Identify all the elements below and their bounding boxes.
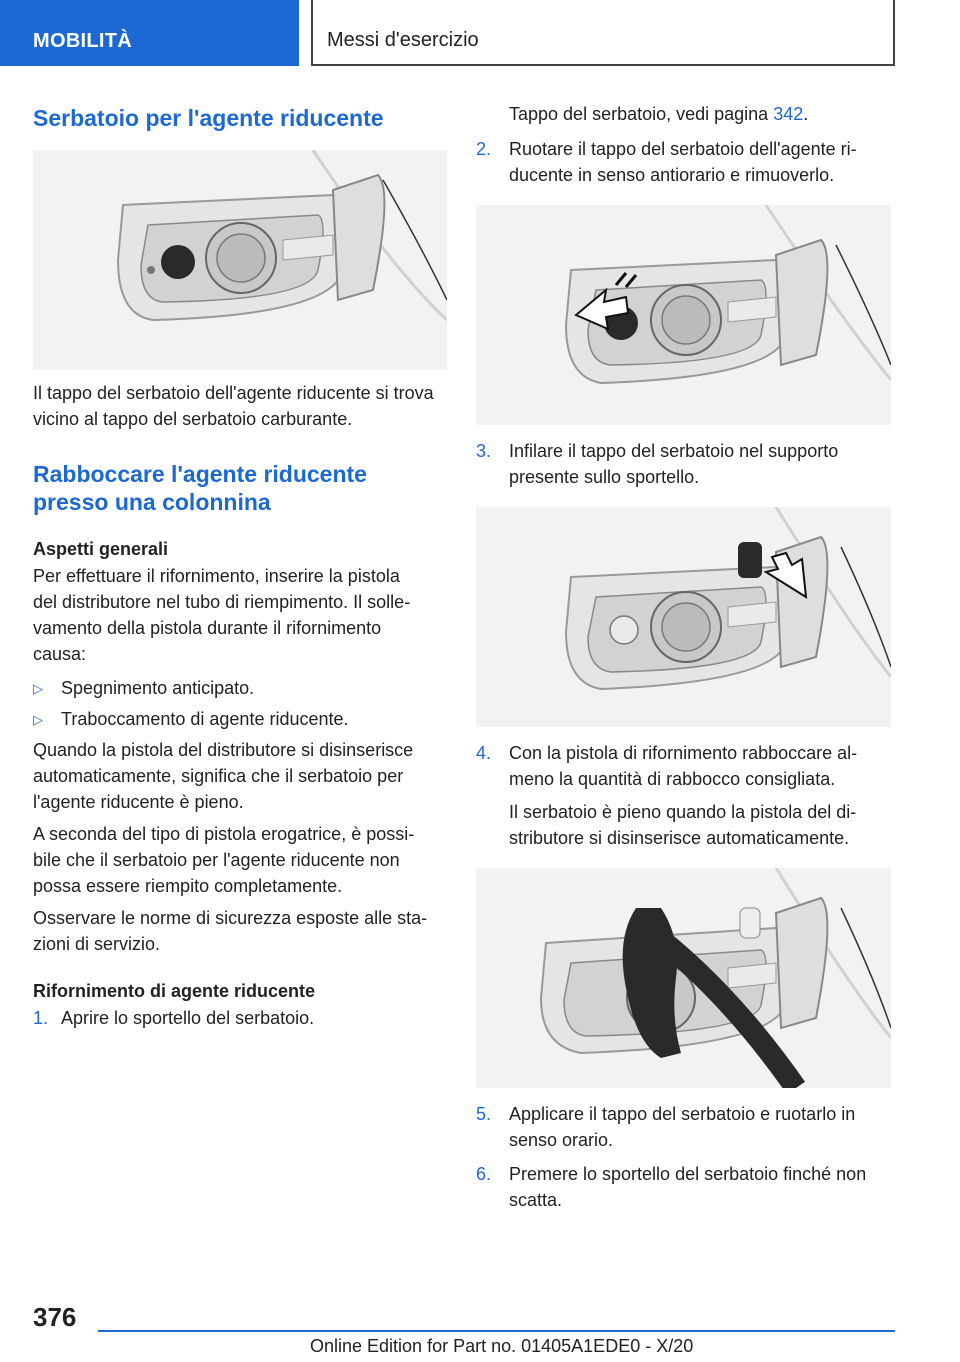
general-line-3: vamento della pistola durante il rifornimento: [33, 618, 382, 638]
figure-tank-cap-location: [33, 150, 447, 370]
step5-line-2: senso orario.: [509, 1130, 614, 1150]
step-number: 1.: [33, 1008, 49, 1028]
footer-divider: [98, 1330, 895, 1332]
step-number: 2.: [476, 139, 492, 159]
step-1-continuation: [476, 101, 891, 127]
para3-line-2: zioni di servizio.: [33, 934, 161, 954]
refill-nozzle-illustration: [476, 868, 891, 1088]
triangle-bullet-icon: ▷: [33, 712, 43, 727]
bullet-text: Spegnimento anticipato.: [61, 678, 255, 698]
step4-line-1: Con la pistola di rifornimento rabboccare al-: [509, 743, 858, 763]
general-paragraph: [33, 563, 447, 667]
step-number: 3.: [476, 441, 492, 461]
para2-line-3: possa essere riempito completamente.: [33, 876, 343, 896]
general-line-2: del distributore nel tubo di riempimento. Il solle-: [33, 592, 411, 612]
refuel-heading: Rifornimento di agente riducente: [33, 981, 316, 1001]
para1-line-3: l'agente riducente è pieno.: [33, 792, 244, 812]
step2-line-2: ducente in senso antiorario e rimuoverlo.: [509, 165, 835, 185]
general-line-1: Per effettuare il rifornimento, inserire la pistola: [33, 566, 400, 586]
paragraph-auto-shutoff: [33, 737, 447, 815]
para3-line-1: Osservare le norme di sicurezza esposte alle sta-: [33, 908, 428, 928]
figure-cap-holder: [476, 507, 891, 727]
section-title-refill: [33, 460, 447, 516]
step4-line-2: meno la quantità di rabbocco consigliata.: [509, 769, 836, 789]
step-number: 4.: [476, 743, 492, 763]
remove-cap-illustration: [476, 205, 891, 425]
figure-refill-nozzle: [476, 868, 891, 1088]
general-heading: Aspetti generali: [33, 539, 169, 559]
step-text: [509, 438, 838, 490]
step5-line-1: Applicare il tappo del serbatoio e ruotarlo in: [509, 1104, 856, 1124]
step-2: [476, 136, 891, 188]
step3-line-2: presente sullo sportello.: [509, 467, 700, 487]
step4-note-line-2: stributore si disinserisce automaticamente.: [509, 828, 850, 848]
step-text: Aprire lo sportello del serbatoio.: [61, 1008, 315, 1028]
list-item: [33, 706, 447, 733]
footer-edition: Online Edition for Part no. 01405A1EDE0 - X/20: [310, 1336, 694, 1356]
step6-line-1: Premere lo sportello del serbatoio finché non: [509, 1164, 867, 1184]
intro-paragraph: Il tappo del serbatoio dell'agente riducente si trova vicino al tappo del serbatoio carburante.: [33, 383, 434, 429]
step-text: [509, 740, 857, 792]
paragraph-safety: [33, 905, 447, 957]
step-5: [476, 1101, 891, 1153]
step4-note-line-1: Il serbatoio è pieno quando la pistola del di-: [509, 802, 857, 822]
step-3: [476, 438, 891, 490]
step-text: [509, 136, 857, 188]
step-text: [509, 1161, 866, 1213]
right-column: [476, 100, 891, 1213]
step-4-note: [476, 799, 891, 851]
general-line-4: causa:: [33, 644, 87, 664]
step-number: 6.: [476, 1164, 492, 1184]
para2-line-2: bile che il serbatoio per l'agente riducente non: [33, 850, 400, 870]
continuation-end: .: [803, 104, 809, 124]
step6-line-2: scatta.: [509, 1190, 563, 1210]
step-1: [33, 1005, 447, 1031]
paragraph-nozzle-type: [33, 821, 447, 899]
header-section-tab: MOBILITÀ: [0, 0, 299, 66]
step-text: [509, 1101, 855, 1153]
section-title-reductant-tank: Serbatoio per l'agente riducente: [33, 105, 384, 131]
para1-line-1: Quando la pistola del distributore si disinserisce: [33, 740, 414, 760]
step2-line-1: Ruotare il tappo del serbatoio dell'agente ri-: [509, 139, 857, 159]
step-number: 5.: [476, 1104, 492, 1124]
figure-remove-cap: [476, 205, 891, 425]
section-title-refill-line1: Rabboccare l'agente riducente: [33, 461, 367, 487]
cap-holder-illustration: [476, 507, 891, 727]
fuel-door-illustration: [33, 150, 447, 370]
para1-line-2: automaticamente, significa che il serbatoio per: [33, 766, 404, 786]
page-number: 376: [33, 1302, 77, 1332]
list-item: [33, 675, 447, 702]
triangle-bullet-icon: ▷: [33, 681, 43, 696]
section-title-refill-line2: presso una colonnina: [33, 489, 271, 515]
step-4: [476, 740, 891, 792]
continuation-text: Tappo del serbatoio, vedi pagina: [509, 104, 774, 124]
page-reference-link[interactable]: 342: [773, 104, 804, 124]
para2-line-1: A seconda del tipo di pistola erogatrice, è possi-: [33, 824, 415, 844]
bullet-text: Traboccamento di agente riducente.: [61, 709, 349, 729]
header-chapter-title: Messi d'esercizio: [311, 0, 895, 66]
left-column: [33, 100, 447, 1031]
step3-line-1: Infilare il tappo del serbatoio nel supporto: [509, 441, 839, 461]
step-6: [476, 1161, 891, 1213]
